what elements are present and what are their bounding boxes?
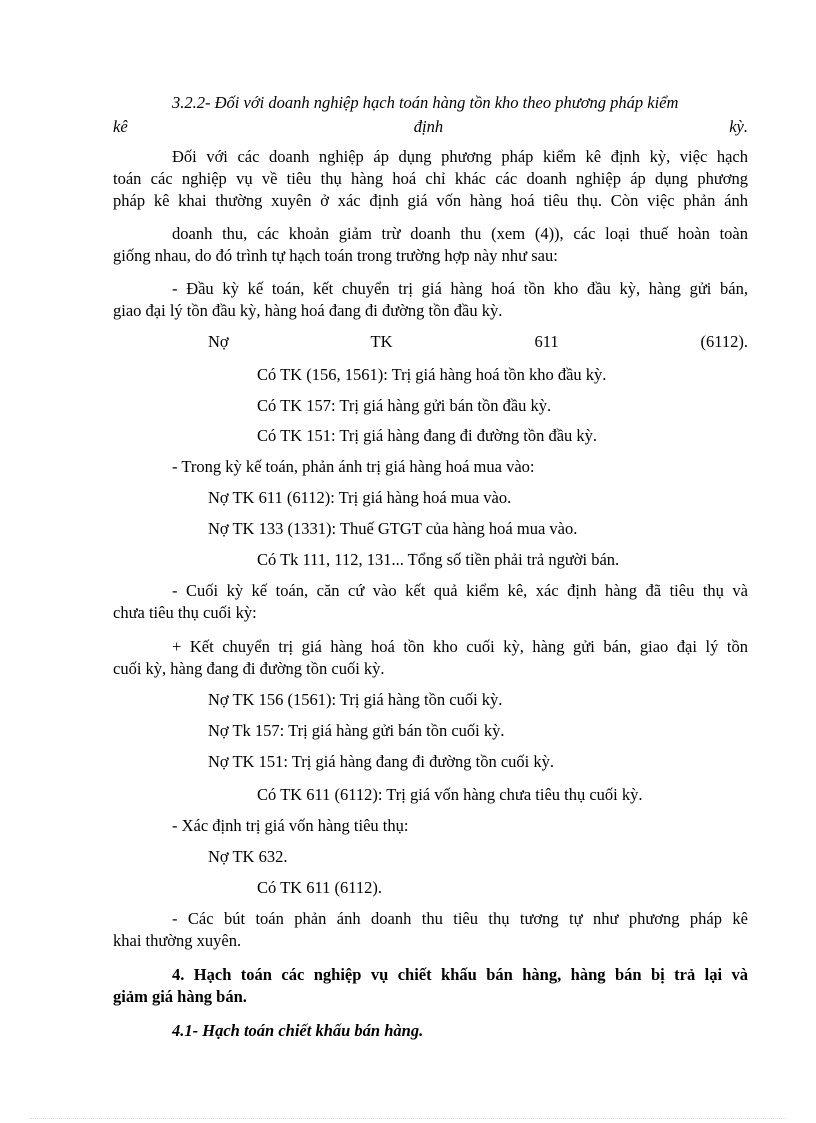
step-line: + Kết chuyển trị giá hàng hoá tồn kho cuối kỳ, hàng gửi bán, giao đại lý tồn — [172, 637, 748, 656]
page-bottom-rule — [30, 1118, 786, 1119]
paragraph-line: doanh thu, các khoản giảm trừ doanh thu (xem (4)), các loại thuế hoàn toàn — [172, 224, 748, 243]
step-line: chưa tiêu thụ cuối kỳ: — [113, 603, 257, 622]
journal-debit-line: Nợ TK 632. — [208, 847, 288, 866]
step-line: cuối kỳ, hàng đang đi đường tồn cuối kỳ. — [113, 659, 385, 678]
paragraph-line: Đối với các doanh nghiệp áp dụng phương pháp kiểm kê định kỳ, việc hạch — [172, 147, 748, 166]
journal-credit-line: Có TK 151: Trị giá hàng đang đi đường tồn đầu kỳ. — [257, 426, 598, 445]
step-line: - Các bút toán phản ánh doanh thu tiêu thụ tương tự như phương pháp kê — [172, 909, 748, 928]
step-line: - Trong kỳ kế toán, phản ánh trị giá hàng hoá mua vào: — [172, 457, 535, 476]
section-heading-3-2-2-line2 — [113, 116, 748, 138]
step-line: giao đại lý tồn đầu kỳ, hàng hoá đang đi đường tồn đầu kỳ. — [113, 301, 503, 320]
entry-word: 611 — [534, 332, 559, 351]
journal-credit-line: Có TK 157: Trị giá hàng gửi bán tồn đầu kỳ. — [257, 396, 552, 415]
section-heading-4: 4. Hạch toán các nghiệp vụ chiết khấu bán hàng, hàng bán bị trả lại và — [172, 965, 748, 984]
step-line: khai thường xuyên. — [113, 931, 242, 950]
paragraph-line: pháp kê khai thường xuyên ở xác định giá vốn hàng hoá tiêu thụ. Còn việc phản ánh — [113, 191, 748, 210]
journal-debit-line: Nợ TK 611 (6112): Trị giá hàng hoá mua vào. — [208, 488, 512, 507]
paragraph-line: giống nhau, do đó trình tự hạch toán trong trường hợp này như sau: — [113, 246, 558, 265]
entry-word: Nợ — [208, 332, 229, 351]
journal-debit-line: Nợ TK 156 (1561): Trị giá hàng tồn cuối kỳ. — [208, 690, 503, 709]
journal-debit-line: Nợ Tk 157: Trị giá hàng gửi bán tồn cuối kỳ. — [208, 721, 505, 740]
heading-word: định — [413, 117, 444, 136]
step-line: - Cuối kỳ kế toán, căn cứ vào kết quả kiểm kê, xác định hàng đã tiêu thụ và — [172, 581, 748, 600]
step-line: - Đầu kỳ kế toán, kết chuyển trị giá hàng hoá tồn kho đầu kỳ, hàng gửi bán, — [172, 279, 748, 298]
heading-word: kỳ. — [729, 117, 748, 136]
journal-debit-line: Nợ TK 133 (1331): Thuế GTGT của hàng hoá mua vào. — [208, 519, 578, 538]
section-heading-4-1: 4.1- Hạch toán chiết khấu bán hàng. — [172, 1021, 424, 1040]
section-heading-4-line2: giảm giá hàng bán. — [113, 987, 247, 1006]
step-line: - Xác định trị giá vốn hàng tiêu thụ: — [172, 816, 409, 835]
journal-debit-line — [208, 331, 748, 353]
entry-word: (6112). — [700, 332, 748, 351]
journal-debit-line: Nợ TK 151: Trị giá hàng đang đi đường tồn cuối kỳ. — [208, 752, 555, 771]
paragraph-line: toán các nghiệp vụ về tiêu thụ hàng hoá chỉ khác các doanh nghiệp áp dụng phương — [113, 169, 748, 188]
entry-word: TK — [370, 332, 393, 351]
heading-word: kê — [113, 117, 128, 136]
journal-credit-line: Có TK 611 (6112): Trị giá vốn hàng chưa tiêu thụ cuối kỳ. — [257, 785, 643, 804]
journal-credit-line: Có Tk 111, 112, 131... Tổng số tiền phải trả người bán. — [257, 550, 620, 569]
journal-credit-line: Có TK 611 (6112). — [257, 878, 382, 897]
journal-credit-line: Có TK (156, 1561): Trị giá hàng hoá tồn kho đầu kỳ. — [257, 365, 607, 384]
section-heading-3-2-2: 3.2.2- Đối với doanh nghiệp hạch toán hàng tồn kho theo phương pháp kiểm — [172, 93, 679, 112]
